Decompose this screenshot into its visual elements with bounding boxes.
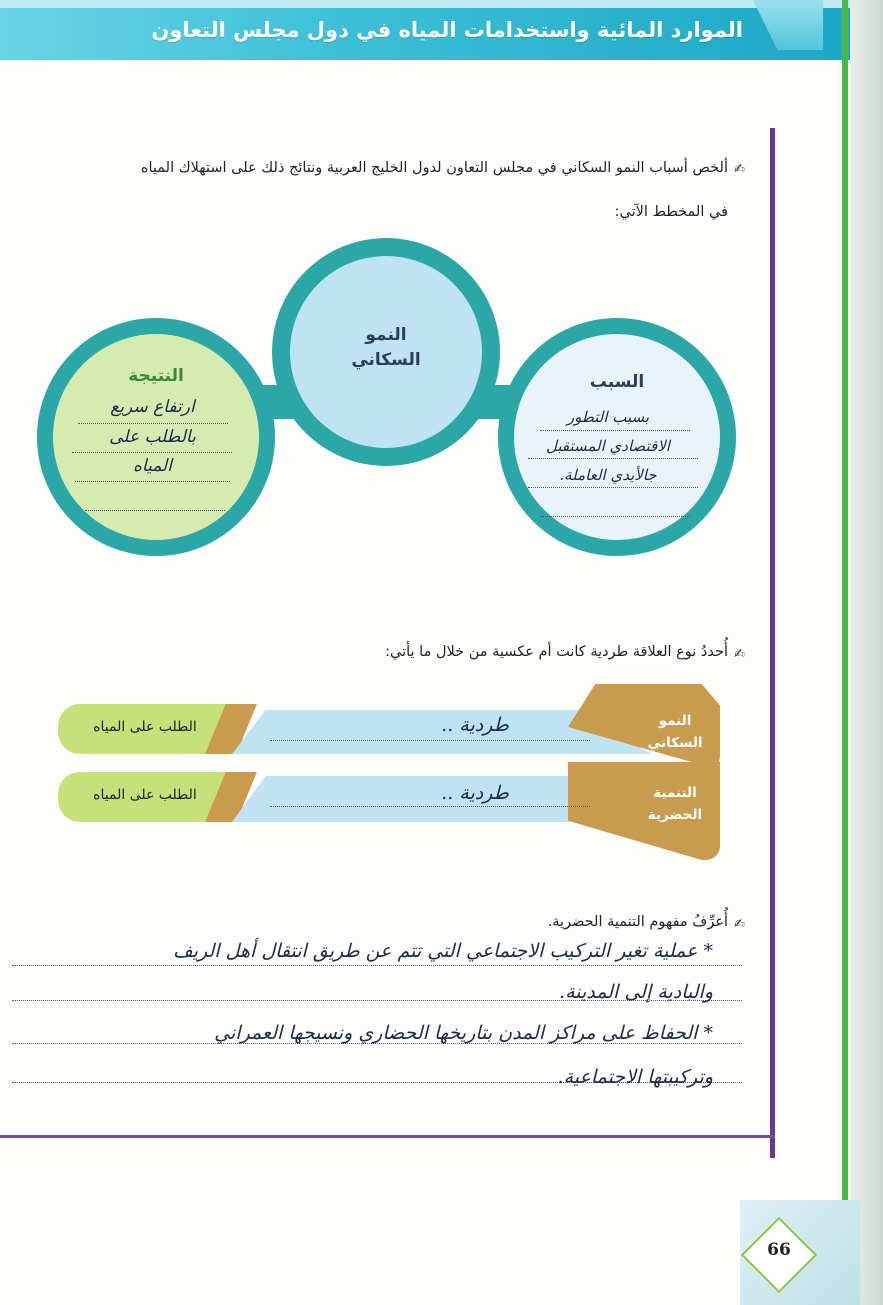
source-label-1a: النمو: [658, 713, 692, 729]
question-1-text: ألخص أسباب النمو السكاني في مجلس التعاون لدول الخليج العربية ونتائج ذلك على استهلاك المياه: [140, 160, 728, 176]
page-title: الموارد المائية واستخدامات المياه في دول مجلس التعاون: [151, 18, 743, 42]
cause-line-1: [540, 430, 690, 431]
result-line-2: [72, 452, 232, 453]
center-label-line2: السكاني: [351, 350, 421, 370]
result-title: النتيجة: [128, 366, 184, 386]
pencil-icon: ✍: [734, 647, 745, 662]
answer-line-2: [270, 806, 590, 807]
question-1-text-cont: في المخطط الآتي:: [614, 204, 728, 220]
page-edge-green: [842, 0, 848, 1305]
cause-answer-2: الاقتصادي المستقبل: [546, 437, 670, 455]
result-answer-2: بالطلب على: [109, 427, 196, 447]
pencil-icon: ✍: [734, 162, 745, 177]
page-number: 66: [767, 1240, 791, 1260]
result-answer-3: المياه: [133, 456, 172, 476]
question-2-text: أُحددُ نوع العلاقة طردية كانت أم عكسية من خلال ما يأتي:: [385, 644, 728, 660]
cause-answer-3: جالأيدي العاملة.: [559, 466, 657, 484]
result-line-3: [75, 481, 230, 482]
question-3-text: أُعرِّفُ مفهوم التنمية الحضرية.: [547, 914, 728, 930]
cause-line-2: [528, 458, 698, 459]
result-answer-1: ارتفاع سريع: [110, 397, 195, 417]
source-label-2b: الحضرية: [647, 807, 703, 823]
result-line-4: [85, 510, 225, 511]
center-label-line1: النمو: [365, 325, 407, 345]
cause-title: السبب: [589, 372, 645, 392]
cause-line-3: [528, 487, 698, 488]
answer-1: طردية ..: [441, 714, 509, 736]
definition-line-2: والبادية إلى المدينة.: [559, 981, 713, 1003]
answer-ruled-line-1: [12, 965, 742, 966]
cause-answer-1: بسبب التطور: [566, 408, 650, 426]
result-line-1: [78, 423, 228, 424]
header-highlight: [0, 0, 883, 8]
source-label-2a: التنمية: [653, 785, 697, 801]
answer-line-1: [270, 740, 590, 741]
definition-line-3: * الحفاظ على مراكز المدن بتاريخها الحضاري ونسيجها العمراني: [214, 1022, 713, 1044]
side-border-line: [770, 128, 775, 1158]
pencil-icon: ✍: [734, 917, 745, 932]
answer-2: طردية ..: [441, 782, 509, 804]
target-label-2: الطلب على المياه: [93, 787, 197, 803]
cause-line-4: [540, 516, 690, 517]
page-edge-stack: [850, 0, 883, 1305]
definition-line-4: وتركيبتها الاجتماعية.: [557, 1066, 713, 1088]
source-label-1b: السكاني: [647, 735, 703, 751]
definition-line-1: * عملية تغير التركيب الاجتماعي التي تتم عن طريق انتقال أهل الريف: [173, 940, 713, 962]
target-label-1: الطلب على المياه: [93, 719, 197, 735]
bottom-border-line: [0, 1135, 775, 1138]
